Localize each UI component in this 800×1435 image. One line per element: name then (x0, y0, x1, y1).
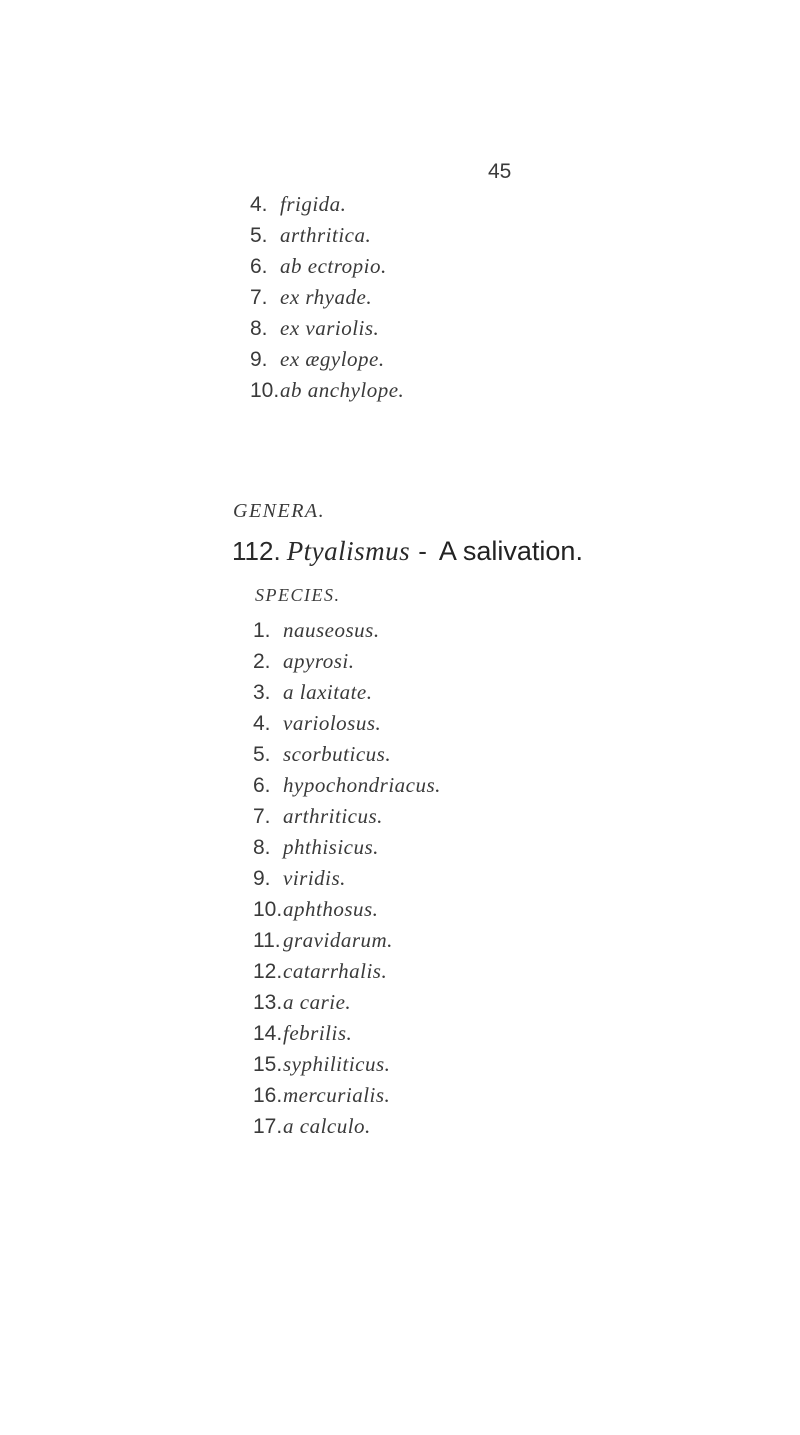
item-term: ab anchylope. (280, 378, 405, 402)
list-item (253, 987, 441, 1018)
genera-heading: GENERA. (233, 500, 326, 522)
item-number: 10. (250, 379, 280, 402)
list-item (253, 832, 441, 863)
item-number: 15. (253, 1053, 283, 1076)
list-item (253, 739, 441, 770)
item-term: ex ægylope. (280, 347, 385, 371)
item-term: phthisicus. (283, 835, 379, 859)
list-item (253, 646, 441, 677)
item-number: 6. (250, 255, 268, 278)
item-number: 10. (253, 898, 283, 921)
genus-entry (232, 536, 583, 567)
list-item (250, 189, 404, 220)
list-item (250, 344, 404, 375)
item-number: 9. (253, 867, 271, 890)
item-term: arthritica. (280, 223, 372, 247)
list-item (253, 770, 441, 801)
list-item (253, 894, 441, 925)
list-item (253, 677, 441, 708)
item-number: 5. (250, 224, 268, 247)
genus-english-name: A salivation. (438, 536, 583, 566)
item-term: frigida. (280, 192, 347, 216)
item-term: ab ectropio. (280, 254, 387, 278)
item-number: 12. (253, 960, 283, 983)
item-term: nauseosus. (283, 618, 380, 642)
item-number: 11. (253, 929, 281, 952)
item-term: syphiliticus. (283, 1052, 391, 1076)
item-number: 7. (250, 286, 268, 309)
list-item (253, 863, 441, 894)
list-item (253, 615, 441, 646)
item-number: 4. (250, 193, 268, 216)
list-item (253, 708, 441, 739)
item-number: 1. (253, 619, 271, 642)
item-term: arthriticus. (283, 804, 383, 828)
list-item (253, 925, 441, 956)
list-item (253, 1111, 441, 1142)
continued-species-list (250, 189, 404, 406)
item-term: a carie. (283, 990, 352, 1014)
item-number: 2. (253, 650, 271, 673)
item-term: febrilis. (283, 1021, 353, 1045)
item-term: aphthosus. (283, 897, 379, 921)
item-term: viridis. (283, 866, 346, 890)
list-item (250, 251, 404, 282)
genus-name: Ptyalismus (286, 536, 411, 566)
list-item (250, 282, 404, 313)
item-term: hypochondriacus. (283, 773, 441, 797)
item-term: a laxitate. (283, 680, 373, 704)
item-number: 9. (250, 348, 268, 371)
item-number: 3. (253, 681, 271, 704)
list-item (253, 1080, 441, 1111)
item-number: 4. (253, 712, 271, 735)
list-item (250, 220, 404, 251)
list-item (253, 801, 441, 832)
item-term: catarrhalis. (283, 959, 388, 983)
item-number: 14. (253, 1022, 283, 1045)
item-number: 7. (253, 805, 271, 828)
item-number: 13. (253, 991, 283, 1014)
item-number: 6. (253, 774, 271, 797)
item-term: mercurialis. (283, 1083, 391, 1107)
item-term: a calculo. (283, 1114, 371, 1138)
item-number: 17. (253, 1115, 283, 1138)
list-item (253, 1049, 441, 1080)
item-number: 5. (253, 743, 271, 766)
item-term: gravidarum. (283, 928, 393, 952)
page-number: 45 (488, 160, 512, 183)
list-item (250, 375, 404, 406)
list-item (250, 313, 404, 344)
species-heading: SPECIES. (255, 585, 341, 605)
genus-number: 112. (232, 536, 281, 566)
item-number: 16. (253, 1084, 283, 1107)
species-list (253, 615, 441, 1142)
item-term: apyrosi. (283, 649, 355, 673)
item-term: scorbuticus. (283, 742, 392, 766)
item-term: variolosus. (283, 711, 382, 735)
item-number: 8. (250, 317, 268, 340)
item-number: 8. (253, 836, 271, 859)
item-term: ex rhyade. (280, 285, 373, 309)
list-item (253, 956, 441, 987)
genus-dash: - (418, 536, 427, 566)
item-term: ex variolis. (280, 316, 380, 340)
list-item (253, 1018, 441, 1049)
